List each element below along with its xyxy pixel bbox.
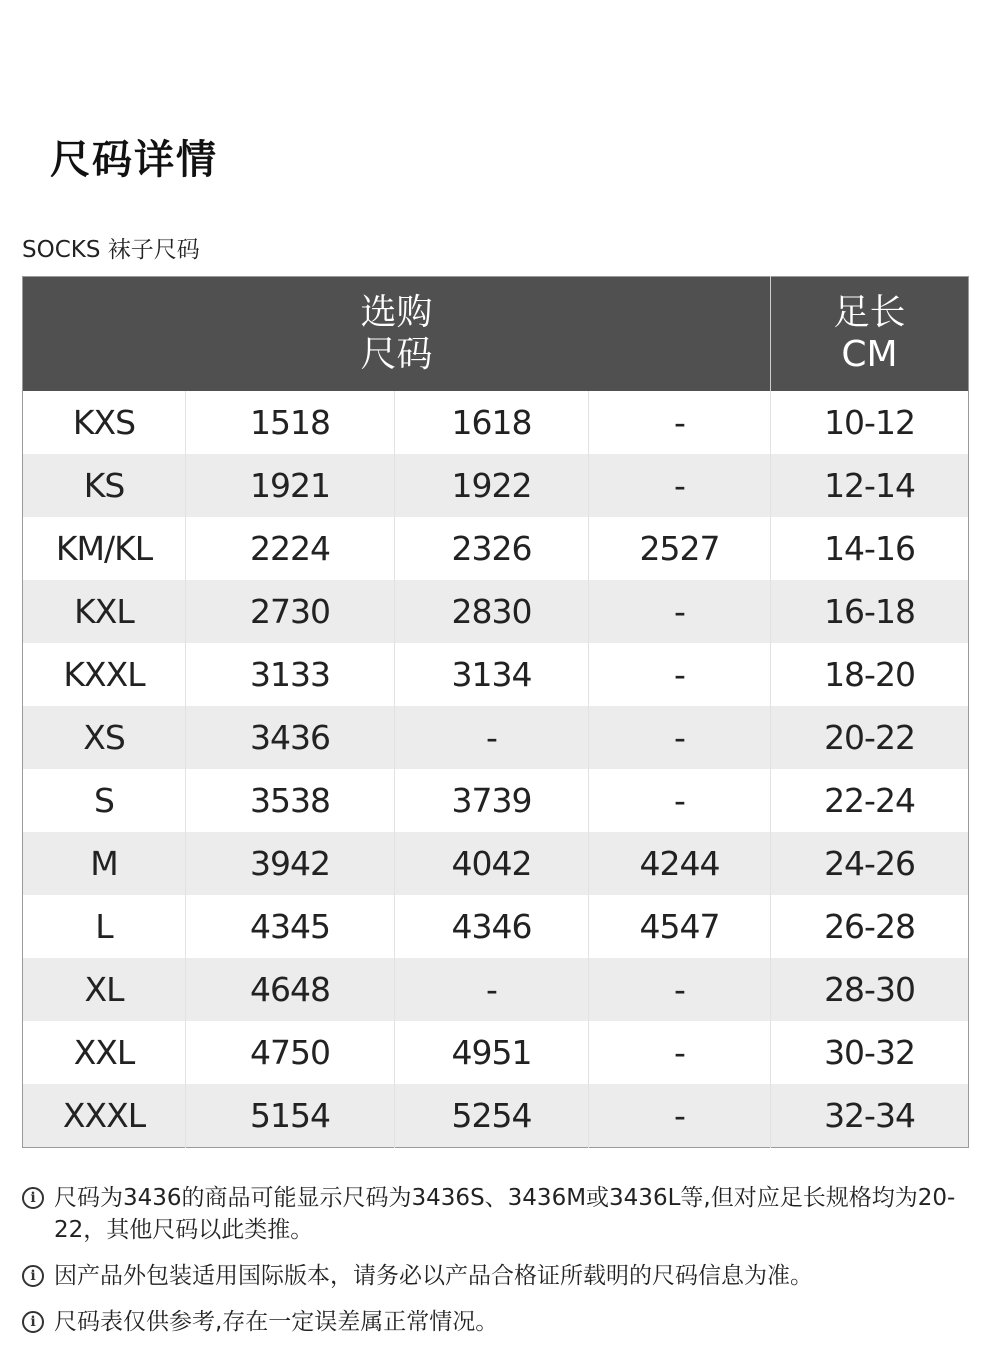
cell-size-code-2: 1922 <box>395 454 589 517</box>
cell-size-code-3: - <box>589 391 771 454</box>
table-row <box>23 517 969 580</box>
cell-size-label: XXL <box>23 1021 186 1084</box>
table-row <box>23 958 969 1021</box>
cell-foot-length: 14-16 <box>771 517 969 580</box>
cell-foot-length: 26-28 <box>771 895 969 958</box>
header-row <box>23 277 969 392</box>
cell-foot-length: 18-20 <box>771 643 969 706</box>
cell-size-code-3: - <box>589 580 771 643</box>
cell-size-code-2: 2830 <box>395 580 589 643</box>
size-table <box>22 276 969 1148</box>
cell-size-code-1: 3436 <box>186 706 395 769</box>
cell-size-code-1: 2730 <box>186 580 395 643</box>
cell-size-code-2: 4951 <box>395 1021 589 1084</box>
table-subtitle: SOCKS 袜子尺码 <box>22 237 200 263</box>
cell-size-label: KXXL <box>23 643 186 706</box>
cell-size-code-1: 5154 <box>186 1084 395 1148</box>
cell-size-code-1: 3133 <box>186 643 395 706</box>
table-row <box>23 895 969 958</box>
note-item <box>22 1260 972 1292</box>
note-item <box>22 1306 972 1338</box>
cell-size-code-2: - <box>395 706 589 769</box>
note-item <box>22 1182 972 1246</box>
cell-size-label: KS <box>23 454 186 517</box>
cell-size-label: XL <box>23 958 186 1021</box>
cell-size-label: XXXL <box>23 1084 186 1148</box>
cell-size-label: M <box>23 832 186 895</box>
info-circle-icon: i <box>22 1265 44 1287</box>
cell-size-code-3: - <box>589 769 771 832</box>
table-row <box>23 1084 969 1148</box>
note-text: 尺码为3436的商品可能显示尺码为3436S、3436M或3436L等,但对应足长规格均为20-22，其他尺码以此类推。 <box>54 1185 956 1243</box>
table-row <box>23 643 969 706</box>
cell-foot-length: 32-34 <box>771 1084 969 1148</box>
cell-size-code-2: 2326 <box>395 517 589 580</box>
notes-list <box>22 1182 972 1352</box>
cell-foot-length: 10-12 <box>771 391 969 454</box>
cell-size-code-3: - <box>589 1021 771 1084</box>
cell-size-code-1: 1921 <box>186 454 395 517</box>
cell-size-code-2: - <box>395 958 589 1021</box>
cell-size-code-1: 4750 <box>186 1021 395 1084</box>
cell-foot-length: 22-24 <box>771 769 969 832</box>
cell-size-code-1: 2224 <box>186 517 395 580</box>
cell-size-code-2: 4346 <box>395 895 589 958</box>
cell-size-code-3: - <box>589 706 771 769</box>
cell-size-code-2: 5254 <box>395 1084 589 1148</box>
cell-size-label: XS <box>23 706 186 769</box>
cell-size-code-3: 4547 <box>589 895 771 958</box>
info-circle-icon: i <box>22 1187 44 1209</box>
cell-size-label: KXS <box>23 391 186 454</box>
table-row <box>23 391 969 454</box>
cell-size-code-3: - <box>589 1084 771 1148</box>
size-table-body <box>23 391 969 1148</box>
cell-size-code-1: 3538 <box>186 769 395 832</box>
cell-size-code-2: 4042 <box>395 832 589 895</box>
cell-size-code-2: 1618 <box>395 391 589 454</box>
table-row <box>23 832 969 895</box>
cell-foot-length: 20-22 <box>771 706 969 769</box>
cell-size-code-3: 2527 <box>589 517 771 580</box>
size-table-header <box>23 277 969 392</box>
cell-size-label: KM/KL <box>23 517 186 580</box>
header-foot-length <box>771 277 969 392</box>
cell-size-label: L <box>23 895 186 958</box>
page-title: 尺码详情 <box>50 137 218 183</box>
cell-foot-length: 12-14 <box>771 454 969 517</box>
cell-size-label: KXL <box>23 580 186 643</box>
info-circle-icon: i <box>22 1311 44 1333</box>
table-row <box>23 454 969 517</box>
table-row <box>23 769 969 832</box>
note-text: 因产品外包装适用国际版本，请务必以产品合格证所载明的尺码信息为准。 <box>54 1263 813 1289</box>
cell-size-code-2: 3134 <box>395 643 589 706</box>
cell-size-code-1: 4648 <box>186 958 395 1021</box>
cell-size-code-2: 3739 <box>395 769 589 832</box>
cell-foot-length: 16-18 <box>771 580 969 643</box>
note-text: 尺码表仅供参考,存在一定误差属正常情况。 <box>54 1309 499 1335</box>
header-foot-length-line2: CM <box>841 334 898 375</box>
cell-size-code-1: 3942 <box>186 832 395 895</box>
header-purchase-size-line2: 尺码 <box>360 334 433 375</box>
cell-size-code-3: - <box>589 454 771 517</box>
cell-size-code-1: 1518 <box>186 391 395 454</box>
header-purchase-size-line1: 选购 <box>360 292 433 333</box>
header-foot-length-line1: 足长 <box>833 292 906 333</box>
cell-size-code-3: - <box>589 643 771 706</box>
cell-size-code-3: - <box>589 958 771 1021</box>
table-row <box>23 580 969 643</box>
table-row <box>23 1021 969 1084</box>
cell-foot-length: 30-32 <box>771 1021 969 1084</box>
cell-foot-length: 24-26 <box>771 832 969 895</box>
cell-size-label: S <box>23 769 186 832</box>
cell-size-code-1: 4345 <box>186 895 395 958</box>
cell-size-code-3: 4244 <box>589 832 771 895</box>
table-row <box>23 706 969 769</box>
cell-foot-length: 28-30 <box>771 958 969 1021</box>
header-purchase-size <box>23 277 771 392</box>
